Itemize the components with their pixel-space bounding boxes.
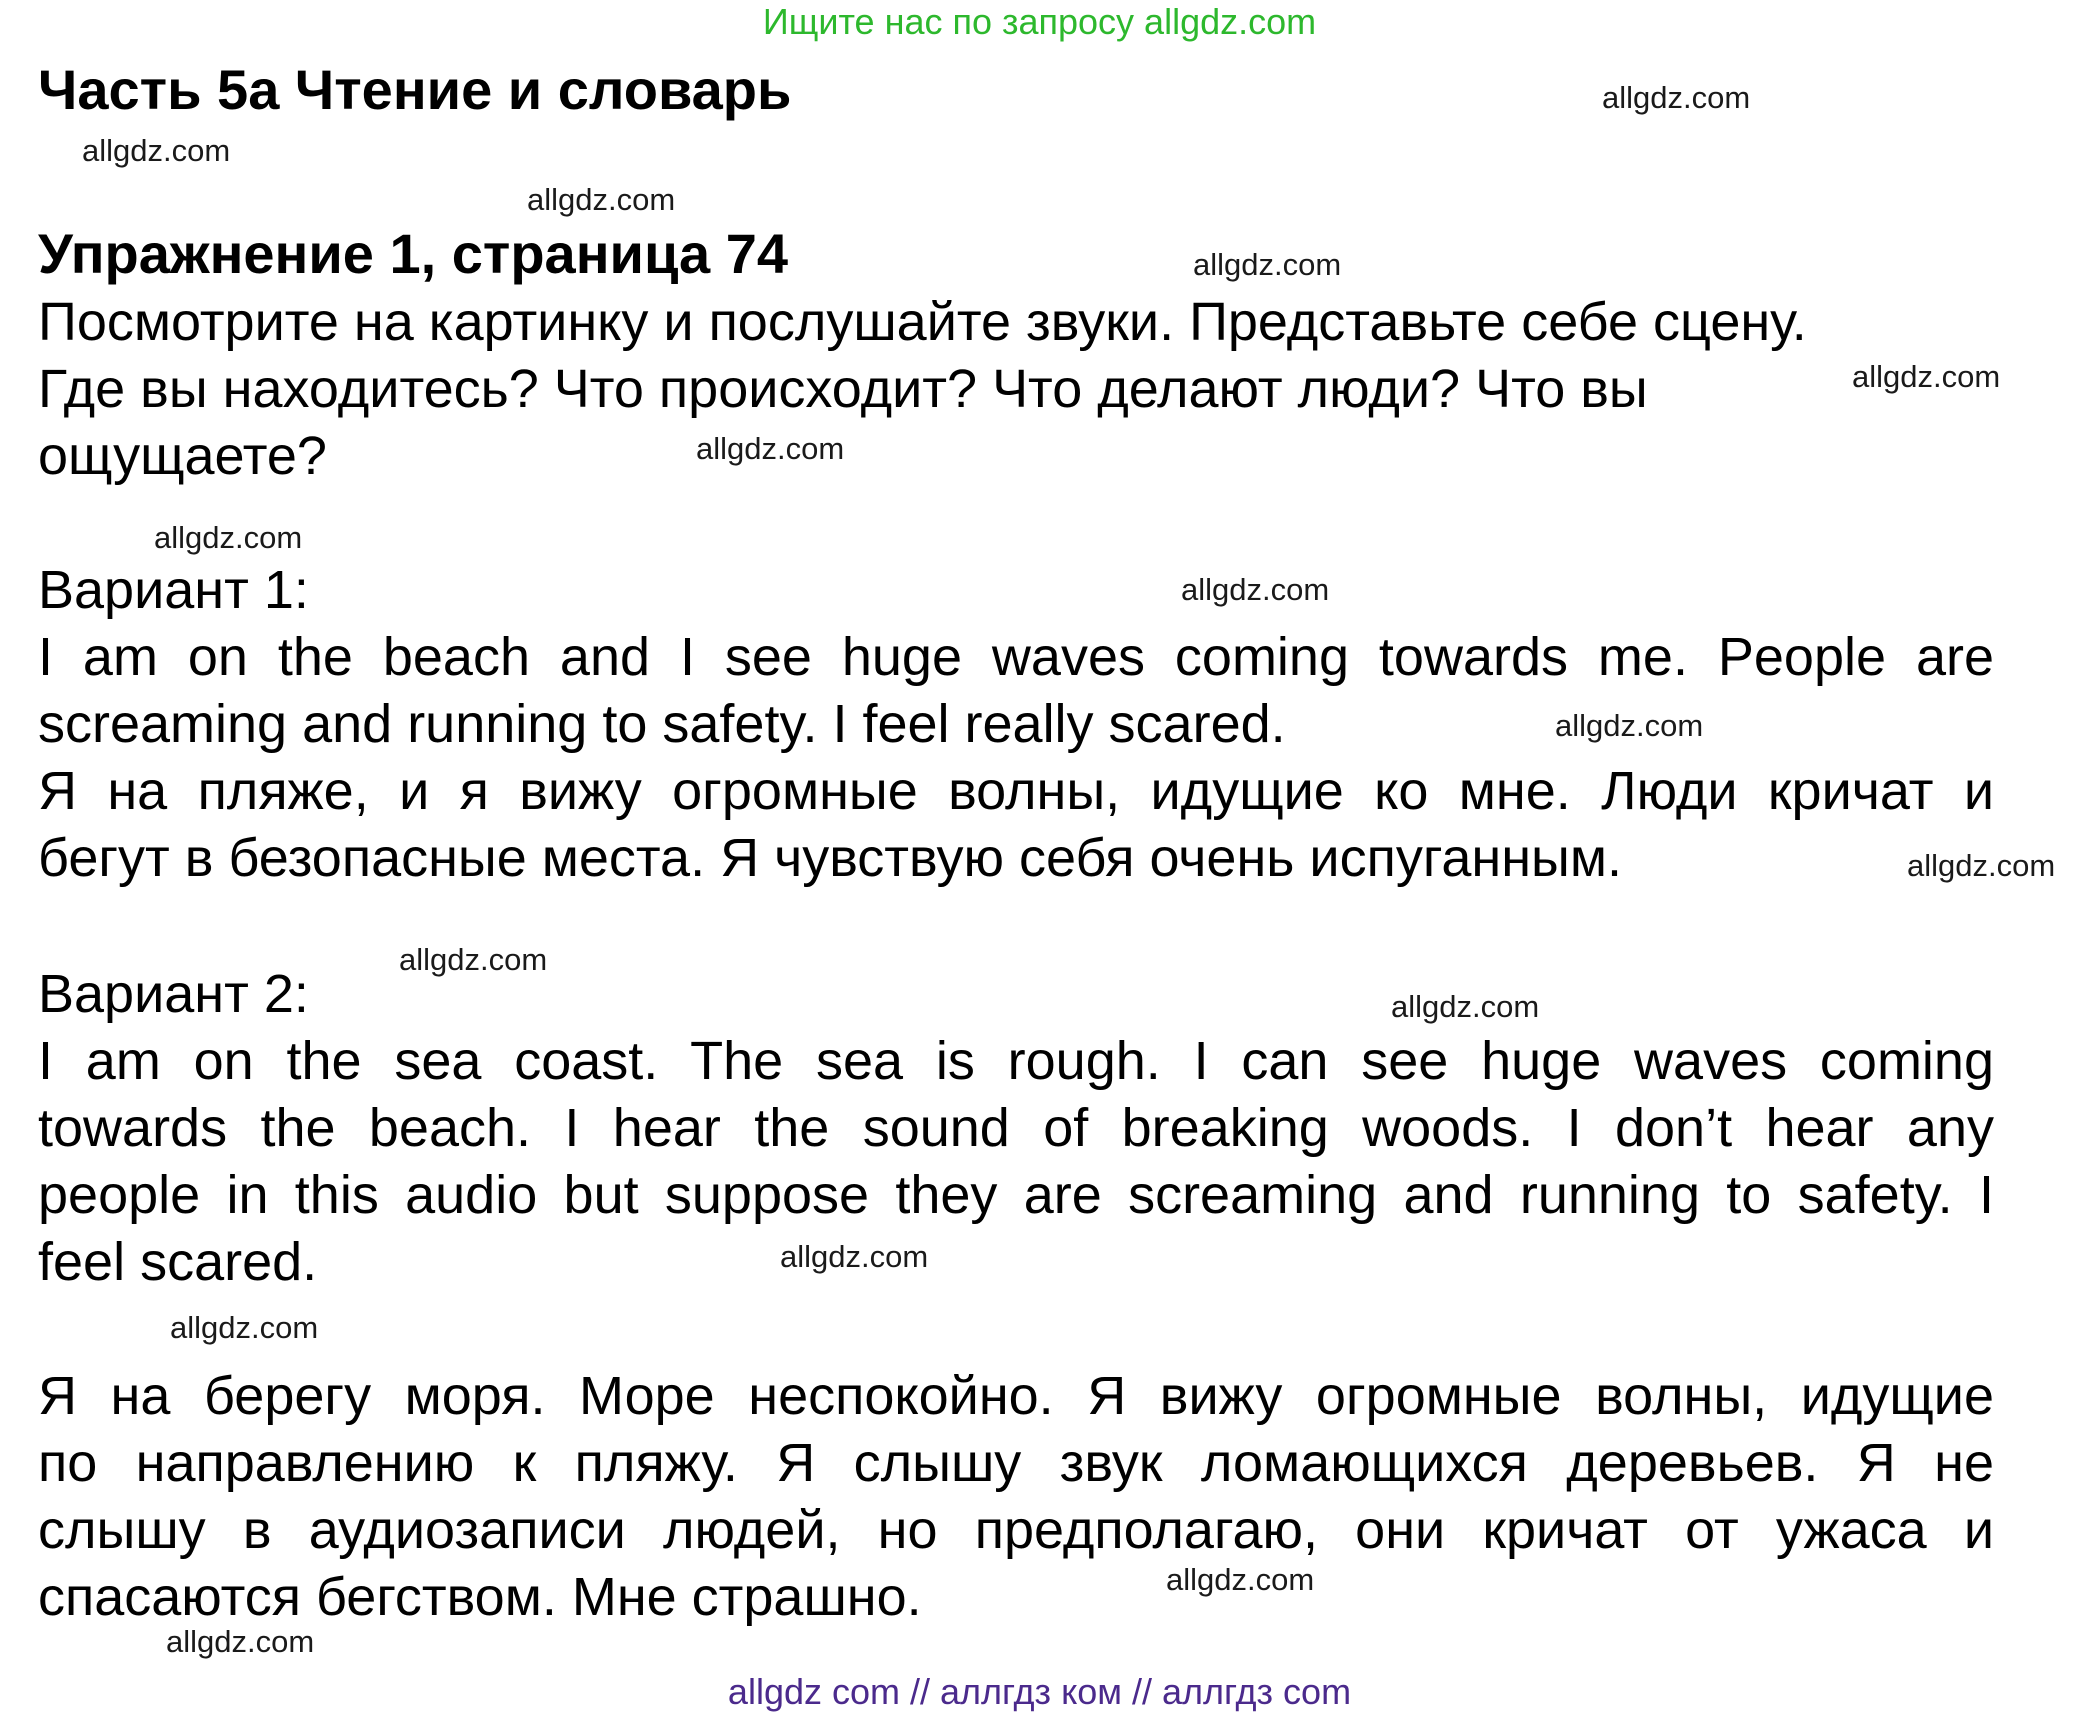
variant-2-russian-line: слышу в аудиозаписи людей, но предполагаю, они кричат от ужаса и [38,1500,1994,1560]
top-banner: Ищите нас по запросу allgdz.com [762,1,1317,42]
watermark: allgdz.com [1907,848,2056,883]
watermark: allgdz.com [1391,989,1540,1024]
exercise-title: Упражнение 1, страница 74 [38,222,789,285]
variant-2-english-line: people in this audio but suppose they are screaming and running to safety. I [38,1165,1994,1225]
watermark: allgdz.com [780,1239,929,1274]
watermark: allgdz.com [1852,359,2001,394]
variant-2-russian-line: по направлению к пляжу. Я слышу звук ломающихся деревьев. Я не [38,1433,1994,1493]
footer-links: allgdz com // аллгдз ком // аллгдз com [727,1671,1352,1712]
variant-2-english-line: I am on the sea coast. The sea is rough. I can see huge waves coming [38,1031,1994,1091]
watermark: allgdz.com [1602,80,1751,115]
task-line-1: Посмотрите на картинку и послушайте звуки. Представьте себе сцену. [38,292,1807,352]
part-title: Часть 5a Чтение и словарь [38,58,792,121]
variant-1-russian-line: Я на пляже, и я вижу огромные волны, идущие ко мне. Люди кричат и [38,761,1994,821]
watermark: allgdz.com [1166,1562,1315,1597]
watermark: allgdz.com [82,133,231,168]
watermark: allgdz.com [1181,572,1330,607]
watermark: allgdz.com [1193,247,1342,282]
watermark: allgdz.com [1555,708,1704,743]
watermark: allgdz.com [166,1624,315,1659]
variant-2-english-line: towards the beach. I hear the sound of breaking woods. I don’t hear any [38,1098,1994,1158]
watermark: allgdz.com [154,520,303,555]
variant-2-russian-line: спасаются бегством. Мне страшно. [38,1567,922,1627]
task-line-2: Где вы находитесь? Что происходит? Что делают люди? Что вы [38,359,1648,419]
variant-1-english-line: screaming and running to safety. I feel really scared. [38,694,1286,754]
task-line-3: ощущаете? [38,426,327,486]
watermark: allgdz.com [527,182,676,217]
variant-1-english-line: I am on the beach and I see huge waves coming towards me. People are [38,627,1994,687]
watermark: allgdz.com [399,942,548,977]
variant-1-russian-line: бегут в безопасные места. Я чувствую себя очень испуганным. [38,828,1622,888]
variant-2-english-line: feel scared. [38,1232,318,1292]
watermark: allgdz.com [170,1310,319,1345]
watermark: allgdz.com [696,431,845,466]
variant-2-label: Вариант 2: [38,964,309,1024]
variant-2-russian-line: Я на берегу моря. Море неспокойно. Я вижу огромные волны, идущие [38,1366,1994,1426]
variant-1-label: Вариант 1: [38,560,309,620]
